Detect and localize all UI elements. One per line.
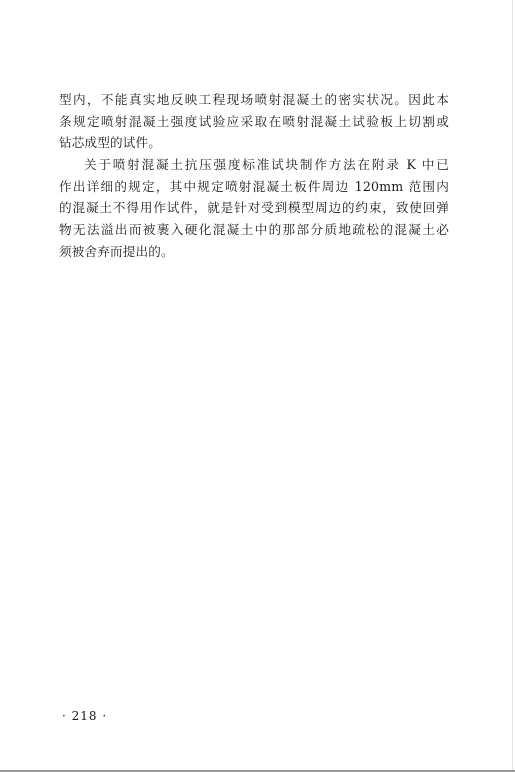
text-line-5: 作出详细的规定，其中规定喷射混凝土板件周边 120mm 范围内 [59,178,449,194]
text-line-1: 型内，不能真实地反映工程现场喷射混凝土的密实状况。因此本 [59,92,449,107]
text-line-8: 须被舍弃而提出的。 [59,243,174,259]
body-text [59,89,449,263]
text-line-2: 条规定喷射混凝土强度试验应采取在喷射混凝土试验板上切割或 [59,113,449,129]
text-line-4: 关于喷射混凝土抗压强度标准试块制作方法在附录 K 中已 [84,157,449,173]
text-line-6: 的混凝土不得用作试件，就是针对受到模型周边的约束，致使回弹 [59,200,449,216]
text-line-7: 物无法溢出而被裹入硬化混凝土中的那部分质地疏松的混凝土必 [59,222,449,238]
scan-edge-divider [512,0,513,772]
text-line-3: 钻芯成型的试件。 [59,135,161,151]
page-number: · 218 · [62,709,108,723]
